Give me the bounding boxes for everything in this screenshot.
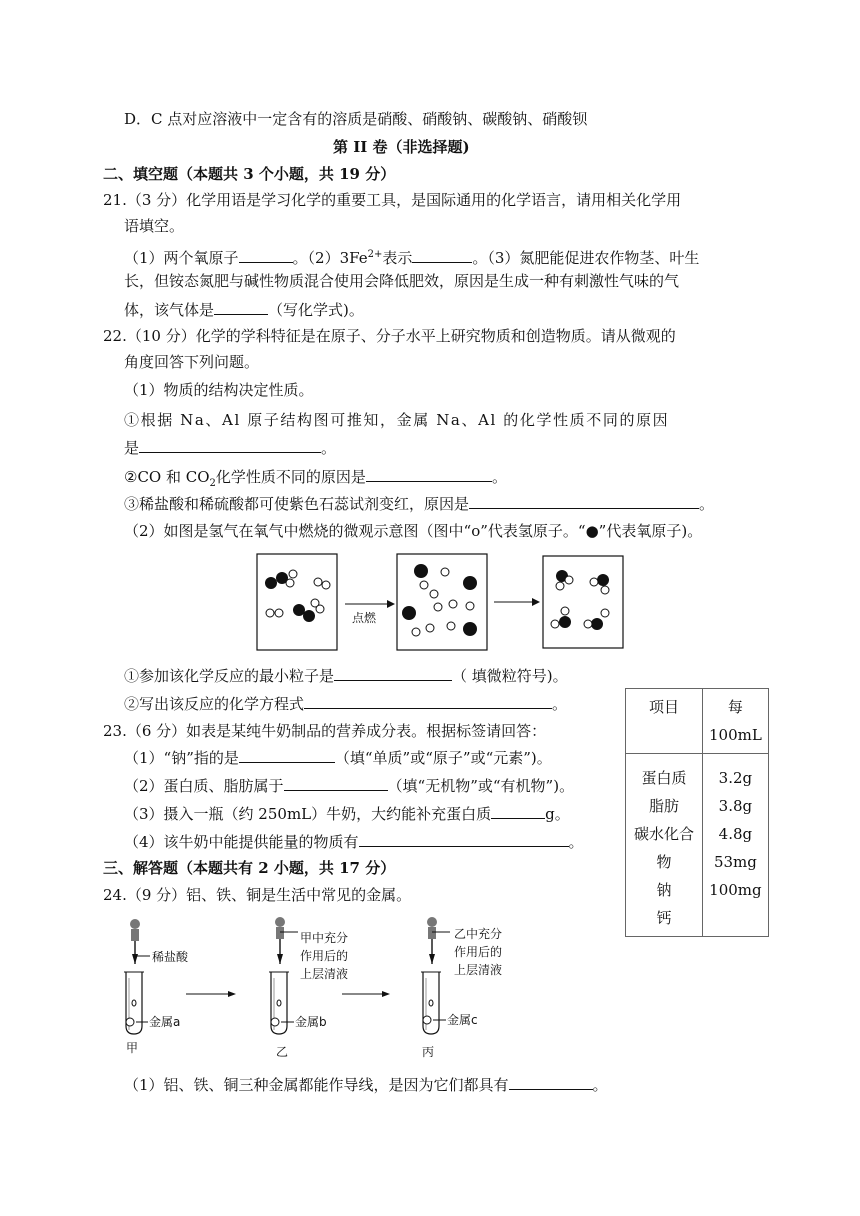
part2-title: 第 II 卷（非选择题) [333, 138, 470, 156]
table-values-cell [703, 754, 769, 937]
q23-p1-suffix: （填“单质”或“原子”或“元素”)。 [334, 749, 552, 767]
value-fat: 3.8g [718, 797, 753, 815]
item-protein: 蛋白质 [641, 769, 687, 787]
q22-line2: 角度回答下列问题。 [124, 353, 260, 371]
before-box [257, 554, 337, 650]
q23-p4-text: （4）该牛奶中能提供能量的物质有 [124, 833, 359, 851]
answer-blank[interactable] [139, 436, 321, 453]
q23-p4 [124, 830, 584, 853]
tube1-name: 甲 [126, 1041, 139, 1055]
answer-blank[interactable] [509, 1073, 593, 1090]
q21-line1: 21.（3 分）化学用语是学习化学的重要工具，是国际通用的化学语言，请用相关化学用 [103, 191, 682, 209]
arrow-1 [186, 991, 236, 997]
q22-a2-text: ②写出该反应的化学方程式 [124, 695, 305, 713]
tube2-metal: 金属b [295, 1015, 327, 1029]
answer-blank[interactable] [469, 492, 699, 509]
q21-p2-text: 。（2）3Fe [292, 249, 368, 267]
answer-blank[interactable] [334, 664, 452, 681]
q21-p5-suffix: （写化学式)。 [268, 301, 364, 319]
q22-s2-suffix: 。 [491, 468, 507, 486]
q23-p2 [124, 774, 574, 797]
q22-line1: 22.（10 分）化学的学科特征是在原子、分子水平上研究物质和创造物质。请从微观的 [103, 327, 676, 345]
tube3-reagent-3: 上层清液 [454, 963, 503, 977]
q23-p2-text: （2）蛋白质、脂肪属于 [124, 777, 284, 795]
q22-s2-prefix: ②CO 和 CO [124, 468, 210, 486]
answer-blank[interactable] [359, 830, 569, 847]
answer-blank[interactable] [239, 746, 335, 763]
tube-yi [269, 917, 348, 1059]
nutrition-table [625, 688, 769, 937]
item-calcium: 钙 [656, 909, 672, 927]
charge-sup: 2+ [367, 249, 383, 260]
mid-box [397, 554, 487, 650]
header-per-2: 100mL [709, 726, 762, 744]
q23-p2-suffix: （填“无机物”或“有机物”)。 [387, 777, 575, 795]
tube-bing [421, 917, 502, 1059]
q22-s3-text: ③稀盐酸和稀硫酸都可使紫色石蕊试剂变红，原因是 [124, 495, 470, 513]
tube2-name: 乙 [276, 1045, 289, 1059]
after-box [543, 556, 623, 648]
tube3-reagent-2: 作用后的 [454, 945, 503, 959]
q23-p1 [124, 746, 552, 769]
q21-line5 [124, 298, 364, 321]
answer-blank[interactable] [284, 774, 388, 791]
test-tube-diagram [110, 914, 540, 1064]
table-header-per [703, 689, 769, 754]
answer-blank[interactable] [366, 465, 492, 482]
item-fat: 脂肪 [648, 797, 679, 815]
co2-sub: 2 [209, 478, 216, 489]
q24-p1-suffix: 。 [592, 1076, 608, 1094]
tube2-reagent-3: 上层清液 [300, 967, 349, 981]
arrow [494, 598, 540, 606]
q22-s3-suffix: 。 [699, 495, 715, 513]
q22-s2-text: 化学性质不同的原因是 [215, 468, 366, 486]
q21-p2-suffix: 表示 [382, 249, 413, 267]
table-header-item: 项目 [626, 689, 703, 754]
q23-p1-text: （1）“钠”指的是 [124, 749, 239, 767]
q22-a2-suffix: 。 [552, 695, 568, 713]
q21-line4: 长，但铵态氮肥与碱性物质混合使用会降低肥效，原因是生成一种有刺激性气味的气 [124, 272, 680, 290]
q24-line1: 24.（9 分）铝、铁、铜是生活中常见的金属。 [103, 886, 412, 904]
q24-p1-text: （1）铝、铁、铜三种金属都能作导线，是因为它们都具有 [124, 1076, 509, 1094]
q21-p3-text: 。（3）氮肥能促进农作物茎、叶生 [472, 249, 700, 267]
q22-sub2: （2）如图是氢气在氧气中燃烧的微观示意图（图中“o”代表氢原子。“●”代表氧原子)。 [124, 522, 703, 540]
q21-line2: 语填空。 [124, 217, 185, 235]
option-d: D．C 点对应溶液中一定含有的溶质是硝酸、硝酸钠、碳酸钠、硝酸钡 [124, 110, 588, 128]
value-carb: 4.8g [718, 825, 753, 843]
item-sodium: 钠 [656, 881, 672, 899]
item-carb-1: 碳水化合 [633, 825, 694, 843]
value-sodium: 53mg [713, 853, 757, 871]
section3-title: 三、解答题（本题共有 2 小题，共 17 分） [103, 859, 396, 877]
answer-blank[interactable] [412, 246, 472, 263]
q24-p1 [124, 1073, 608, 1096]
q22-s2 [124, 465, 507, 495]
q22-s1-prefix: 是 [124, 439, 140, 457]
answer-blank[interactable] [239, 246, 293, 263]
answer-blank[interactable] [214, 298, 268, 315]
table-header-row [626, 689, 769, 754]
q22-s3 [124, 492, 714, 515]
q22-s1-line2 [124, 436, 336, 459]
tube3-reagent-1: 乙中充分 [454, 927, 503, 941]
q22-s1-suffix: 。 [321, 439, 337, 457]
q22-sub1: （1）物质的结构决定性质。 [124, 381, 314, 399]
header-per-1: 每 [727, 698, 743, 716]
tube1-reagent: 稀盐酸 [152, 950, 189, 964]
hydrogen-combustion-diagram [256, 552, 630, 652]
answer-blank[interactable] [491, 802, 545, 819]
tube-jia [124, 919, 189, 1055]
table-items-cell [626, 754, 703, 937]
q22-a1-text: ①参加该化学反应的最小粒子是 [124, 667, 335, 685]
q23-p4-suffix: 。 [568, 833, 584, 851]
tube3-name: 丙 [422, 1045, 435, 1059]
q21-p5-text: 体，该气体是 [124, 301, 215, 319]
q22-a2 [124, 692, 567, 715]
tube2-reagent-2: 作用后的 [300, 949, 349, 963]
q22-a1 [124, 664, 568, 687]
value-calcium: 100mg [709, 881, 762, 899]
tube2-reagent-1: 甲中充分 [300, 931, 349, 945]
q23-p3 [124, 802, 570, 825]
table-row [626, 754, 769, 937]
q23-line1: 23.（6 分）如表是某纯牛奶制品的营养成分表。根据标签请回答： [103, 722, 547, 740]
item-carb-2: 物 [656, 853, 672, 871]
answer-blank[interactable] [304, 692, 552, 709]
q22-s1-line1: ①根据 Na、Al 原子结构图可推知，金属 Na、Al 的化学性质不同的原因 [124, 411, 670, 429]
q23-p3-text: （3）摄入一瓶（约 250mL）牛奶，大约能补充蛋白质 [124, 805, 492, 823]
value-protein: 3.2g [718, 769, 753, 787]
arrow-ignite [345, 600, 395, 625]
q23-p3-suffix: g。 [545, 805, 570, 823]
arrow-2 [342, 991, 390, 997]
q21-p1-text: （1）两个氧原子 [124, 249, 239, 267]
section2-title: 二、填空题（本题共 3 个小题，共 19 分） [103, 165, 396, 183]
q21-line3 [124, 244, 699, 269]
tube1-metal: 金属a [149, 1015, 181, 1029]
q22-a1-suffix: （ 填微粒符号)。 [452, 667, 568, 685]
ignite-label: 点燃 [352, 611, 377, 625]
tube3-metal: 金属c [447, 1013, 478, 1027]
